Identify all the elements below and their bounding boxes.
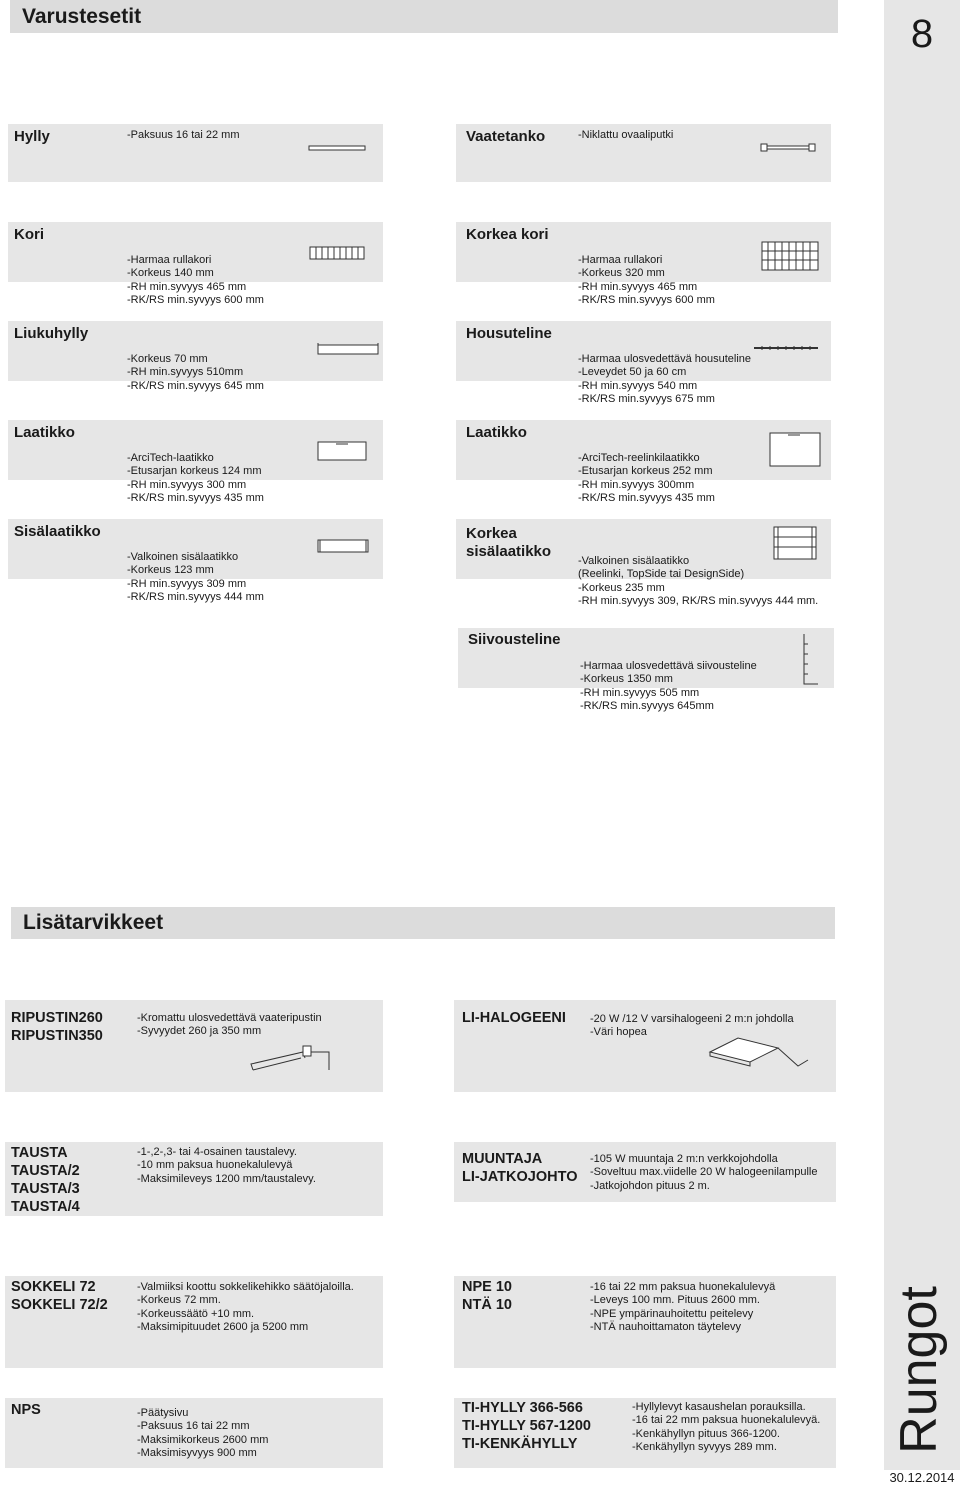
card-name: MUUNTAJA LI-JATKOJOHTO bbox=[462, 1151, 578, 1185]
card-name: LI-HALOGEENI bbox=[462, 1010, 566, 1026]
card-liukuhylly bbox=[8, 321, 383, 392]
card-muuntaja bbox=[454, 1142, 836, 1202]
card-name: RIPUSTIN260 RIPUSTIN350 bbox=[11, 1010, 103, 1044]
tall-inner-drawer-illustration bbox=[770, 523, 822, 563]
page-number: 8 bbox=[910, 12, 934, 56]
card-desc: -Päätysivu -Paksuus 16 tai 22 mm -Maksimikorkeus 2600 mm -Maksimisyvyys 900 mm bbox=[137, 1407, 269, 1460]
card-desc: -Hyllylevyt kasaushelan porauksilla. -16 tai 22 mm paksua huonekalulevyä. -Kenkähyllyn pituus 366-1200. -Kenkähyllyn syvyys 289 mm. bbox=[632, 1401, 821, 1454]
page-header bbox=[10, 0, 838, 33]
card-name: Kori bbox=[14, 226, 44, 243]
card-desc: -Valkoinen sisälaatikko (Reelinki, TopSide tai DesignSide) -Korkeus 235 mm -RH min.syvyys 309, RK/RS min.syvyys 444 mm. bbox=[578, 554, 819, 608]
card-nps bbox=[5, 1398, 383, 1468]
card-name: Laatikko bbox=[466, 424, 527, 441]
card-desc: -Valkoinen sisälaatikko -Korkeus 123 mm -RH min.syvyys 309 mm -RK/RS min.syvyys 444 mm bbox=[127, 550, 264, 604]
card-desc: -Niklattu ovaaliputki bbox=[578, 129, 674, 141]
card-tausta bbox=[5, 1142, 383, 1216]
sliding-shelf-illustration bbox=[314, 341, 384, 357]
cleaning-rack-illustration bbox=[798, 632, 822, 686]
card-name: Housuteline bbox=[466, 325, 552, 342]
card-desc: -ArciTech-reelinkilaatikko -Etusarjan korkeus 252 mm -RH min.syvyys 300mm -RK/RS min.syvyys 435 mm bbox=[578, 451, 715, 505]
tall-drawer-illustration bbox=[768, 430, 824, 470]
card-name: Siivousteline bbox=[468, 631, 561, 648]
card-desc: -Korkeus 70 mm -RH min.syvyys 510mm -RK/RS min.syvyys 645 mm bbox=[127, 352, 264, 392]
card-desc: -Harmaa ulosvedettävä siivousteline -Korkeus 1350 mm -RH min.syvyys 505 mm -RK/RS min.syvyys 645mm bbox=[580, 659, 757, 713]
card-housuteline bbox=[456, 321, 831, 406]
card-desc: -Kromattu ulosvedettävä vaateripustin -Syvyydet 260 ja 350 mm bbox=[137, 1012, 322, 1038]
shelf-illustration bbox=[308, 144, 368, 152]
card-li-halogeeni bbox=[454, 1000, 836, 1092]
card-hylly bbox=[8, 124, 383, 182]
card-korkea-sisalaatikko bbox=[456, 519, 831, 608]
card-name: Sisälaatikko bbox=[14, 523, 101, 540]
card-name: Korkea sisälaatikko bbox=[466, 525, 552, 560]
rod-illustration bbox=[760, 142, 820, 154]
card-laatikko-2 bbox=[456, 420, 831, 505]
card-desc: -Harmaa ulosvedettävä housuteline -Leveydet 50 ja 60 cm -RH min.syvyys 540 mm -RK/RS min.syvyys 675 mm bbox=[578, 352, 752, 406]
sidebar bbox=[884, 0, 960, 1470]
card-desc: -ArciTech-laatikko -Etusarjan korkeus 124 mm -RH min.syvyys 300 mm -RK/RS min.syvyys 435 mm bbox=[127, 451, 264, 505]
halogen-lamp-illustration bbox=[704, 1028, 814, 1078]
card-name: Korkea kori bbox=[466, 226, 549, 243]
card-desc: -1-,2-,3- tai 4-osainen taustalevy. -10 mm paksua huonekalulevyä -Maksimileveys 1200 mm/taustalevy. bbox=[137, 1146, 316, 1185]
card-sokkeli bbox=[5, 1276, 383, 1368]
card-desc: -16 tai 22 mm paksua huonekalulevyä -Leveys 100 mm. Pituus 2600 mm. -NPE ympärinauhoitettu peitelevy -NTÄ nauhoittamaton täytelevy bbox=[590, 1281, 776, 1334]
drawer-illustration bbox=[316, 440, 370, 462]
card-name: Laatikko bbox=[14, 424, 75, 441]
card-desc: -Harmaa rullakori -Korkeus 320 mm -RH min.syvyys 465 mm -RK/RS min.syvyys 600 mm bbox=[578, 253, 715, 307]
card-desc: -Valmiiksi koottu sokkelikehikko säätöjaloilla. -Korkeus 72 mm. -Korkeussäätö +10 mm. -Maksimipituudet 2600 ja 5200 mm bbox=[137, 1281, 354, 1334]
card-name: TAUSTA TAUSTA/2 TAUSTA/3 TAUSTA/4 bbox=[11, 1145, 80, 1215]
card-laatikko-1 bbox=[8, 420, 383, 505]
card-name: SOKKELI 72 SOKKELI 72/2 bbox=[11, 1279, 108, 1313]
card-siivousteline bbox=[458, 628, 834, 713]
card-ripustin bbox=[5, 1000, 383, 1092]
page-title: Varustesetit bbox=[22, 5, 142, 28]
card-desc: -20 W /12 V varsihalogeeni 2 m:n johdolla -Väri hopea bbox=[590, 1013, 794, 1039]
card-vaatetanko bbox=[456, 124, 831, 182]
card-name: NPS bbox=[11, 1402, 41, 1418]
brand-label: Rungot bbox=[890, 1286, 948, 1454]
basket-illustration bbox=[308, 244, 368, 262]
trouser-rack-illustration bbox=[752, 343, 822, 353]
section-title: Lisätarvikkeet bbox=[23, 911, 164, 934]
card-ti-hylly bbox=[454, 1398, 836, 1468]
card-sisalaatikko bbox=[8, 519, 383, 604]
card-name: Hylly bbox=[14, 128, 50, 145]
card-desc: -105 W muuntaja 2 m:n verkkojohdolla -Soveltuu max.viidelle 20 W halogeenilampulle -Jatkojohdon pituus 2 m. bbox=[590, 1153, 818, 1192]
section-header bbox=[11, 907, 835, 939]
card-name: Liukuhylly bbox=[14, 325, 89, 342]
card-desc: -Harmaa rullakori -Korkeus 140 mm -RH min.syvyys 465 mm -RK/RS min.syvyys 600 mm bbox=[127, 253, 264, 307]
card-kori bbox=[8, 222, 383, 307]
card-korkea-kori bbox=[456, 222, 831, 307]
tall-basket-illustration bbox=[758, 238, 824, 272]
card-desc: -Paksuus 16 tai 22 mm bbox=[127, 129, 240, 141]
card-name: TI-HYLLY 366-566 TI-HYLLY 567-1200 TI-KENKÄHYLLY bbox=[462, 1400, 591, 1452]
date-label: 30.12.2014 bbox=[889, 1470, 955, 1485]
card-npe bbox=[454, 1276, 836, 1368]
hanger-illustration bbox=[245, 1036, 345, 1076]
card-name: Vaatetanko bbox=[466, 128, 546, 145]
inner-drawer-illustration bbox=[314, 537, 374, 555]
card-name: NPE 10 NTÄ 10 bbox=[462, 1279, 512, 1313]
